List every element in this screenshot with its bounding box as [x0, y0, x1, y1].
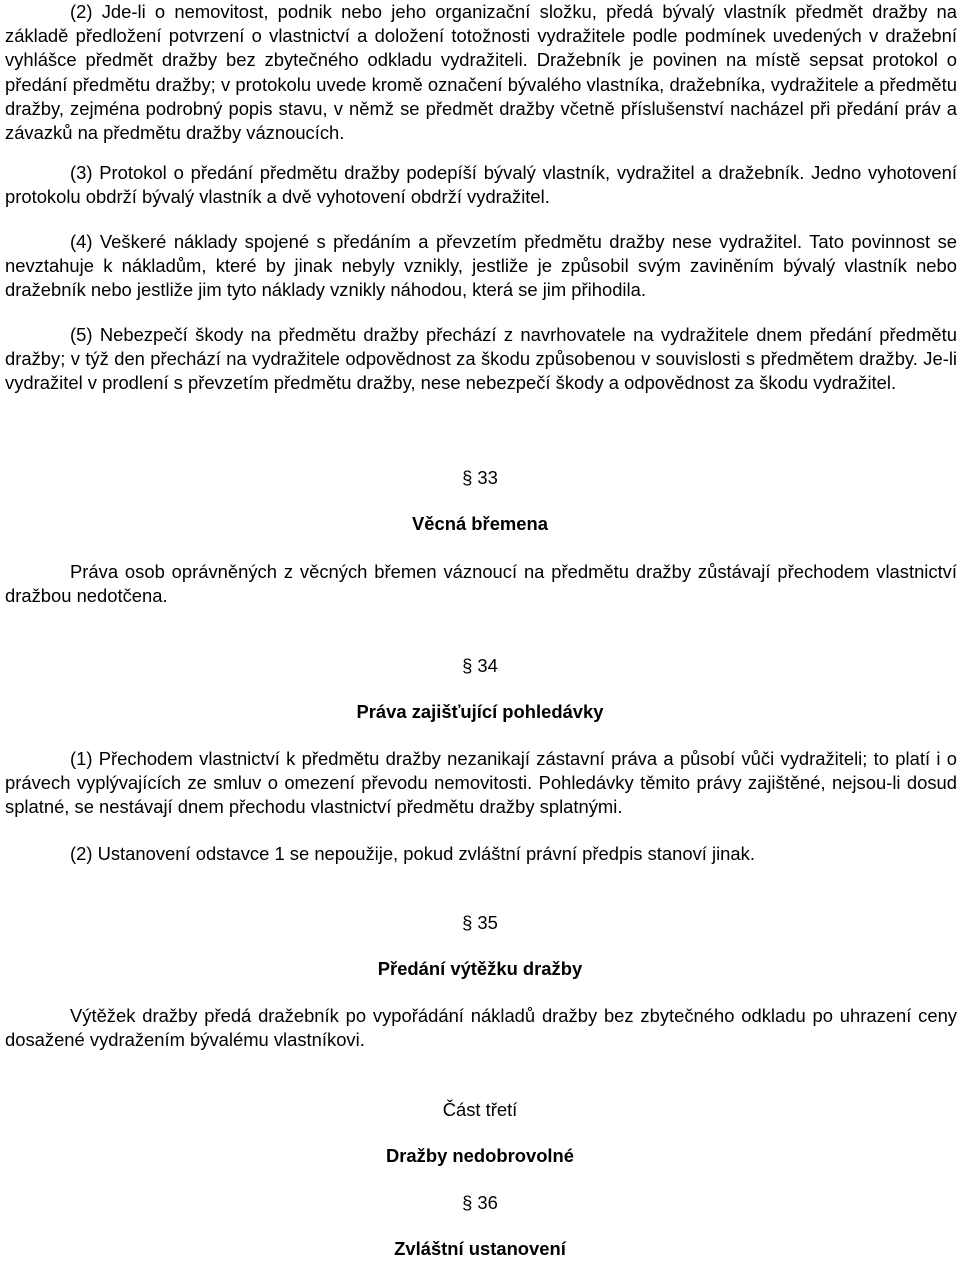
- paragraph-33-1: Práva osob oprávněných z věcných břemen váznoucí na předmětu dražby zůstávají přechodem vlastnictví dražbou nedotčena.: [5, 561, 957, 607]
- section-title-34: Práva zajišťující pohledávky: [356, 701, 604, 722]
- part-title: Dražby nedobrovolné: [385, 1145, 575, 1166]
- section-number-36: § 36: [462, 1192, 498, 1213]
- section-number-35: § 35: [462, 912, 498, 933]
- paragraph-32-4: (4) Veškeré náklady spojené s předáním a převzetím předmětu dražby nese vydražitel. Tato povinnost se nevztahuje k nákladům, které by jinak nebyly vznikly, jestliže je způsobil svým zaviněním bývalý vlastník nebo dražebník nebo jestliže jim tyto náklady vznikly náhodou, která se jim přihodila.: [5, 231, 957, 301]
- paragraph-32-3: (3) Protokol o předání předmětu dražby podepíší bývalý vlastník, vydražitel a dražebník. Jedno vyhotovení protokolu obdrží bývalý vlastník a dvě vyhotovení obdrží vydražitel.: [5, 162, 957, 208]
- section-number-33: § 33: [462, 467, 498, 488]
- section-title-33: Věcná břemena: [412, 513, 548, 534]
- section-title-35: Předání výtěžku dražby: [377, 958, 583, 979]
- paragraph-34-2: (2) Ustanovení odstavce 1 se nepoužije, pokud zvláštní právní předpis stanoví jinak.: [70, 843, 755, 864]
- paragraph-32-2: (2) Jde-li o nemovitost, podnik nebo jeho organizační složku, předá bývalý vlastník předmět dražby na základě předložení potvrzení o vlastnictví a doložení totožnosti vydražitele podle podmínek uvedených v dražební vyhlášce předmět dražby bez zbytečného odkladu vydražiteli. Dražebník je povinen na místě sepsat protokol o předání předmětu dražby; v protokolu uvede kromě označení bývalého vlastníka, dražebníka, vydražitele a předmětu dražby, zejména podrobný popis stavu, v němž se předmět dražby včetně příslušenství nacházel při předání práv a závazků na předmětu dražby váznoucích.: [5, 1, 957, 144]
- section-title-36: Zvláštní ustanovení: [394, 1238, 566, 1259]
- paragraph-35-1: Výtěžek dražby předá dražebník po vypořádání nákladů dražby bez zbytečného odkladu po uhrazení ceny dosažené vydražením bývalému vlastníkovi.: [5, 1005, 957, 1051]
- part-label: Část třetí: [442, 1099, 518, 1120]
- section-number-34: § 34: [462, 655, 498, 676]
- paragraph-34-1: (1) Přechodem vlastnictví k předmětu dražby nezanikají zástavní práva a působí vůči vydražiteli; to platí i o právech vyplývajících ze smluv o omezení převodu nemovitosti. Pohledávky těmito právy zajištěné, nejsou-li dosud splatné, se nestávají dnem přechodu vlastnictví předmětu dražby splatnými.: [5, 748, 957, 818]
- paragraph-32-5: (5) Nebezpečí škody na předmětu dražby přechází z navrhovatele na vydražitele dnem předání předmětu dražby; v týž den přechází na vydražitele odpovědnost za škodu způsobenou v souvislosti s předmětem dražby. Je-li vydražitel v prodlení s převzetím předmětu dražby, nese nebezpečí škody a odpovědnost za škodu vydražitel.: [5, 324, 957, 394]
